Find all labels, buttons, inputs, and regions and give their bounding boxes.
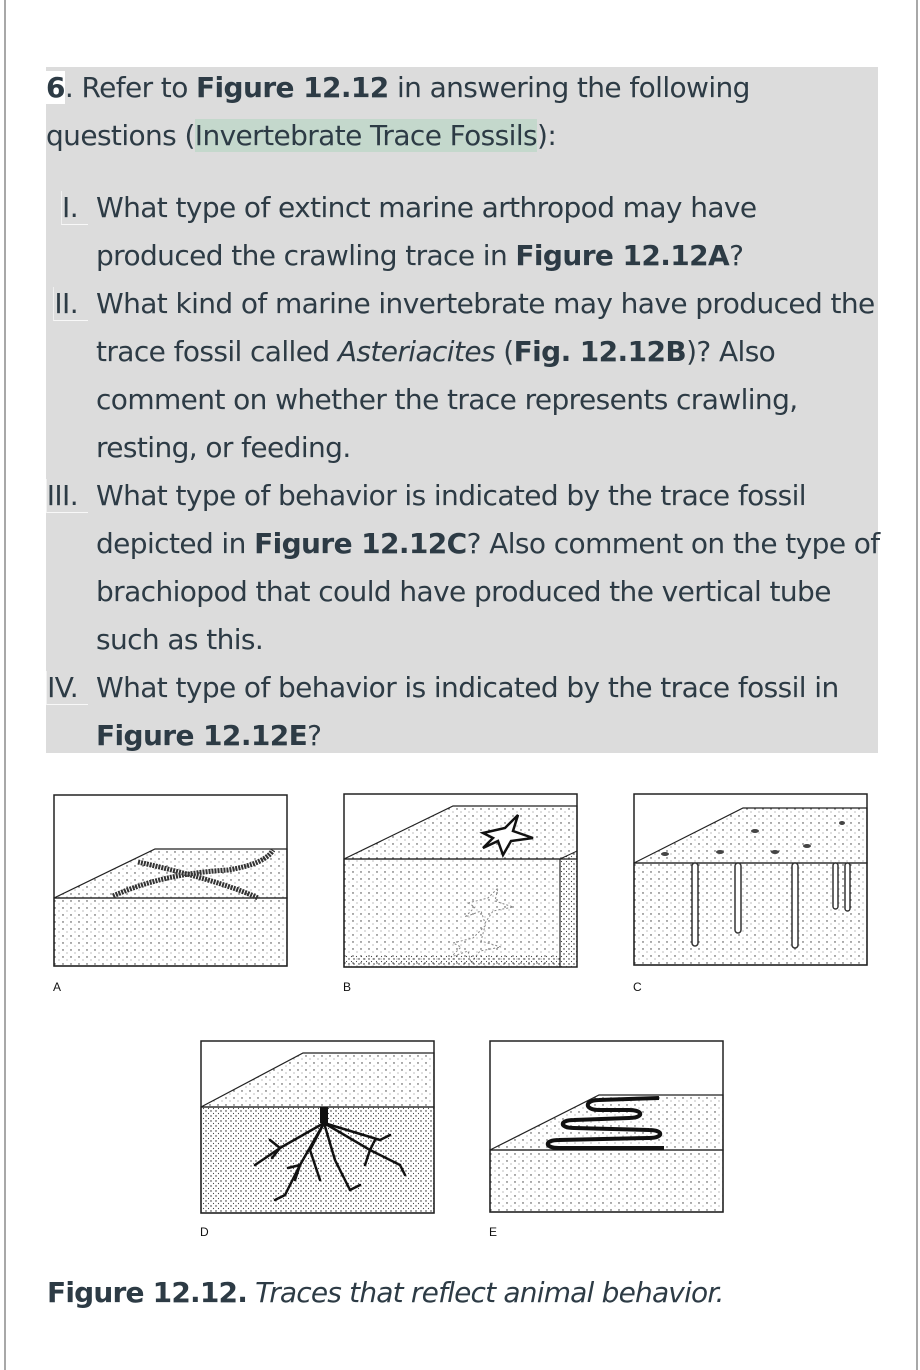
caption-title: Figure 12.12. (47, 1276, 248, 1309)
figure-panel-c (633, 793, 869, 967)
figure-panel-b (343, 793, 579, 969)
panel-label-a: A (53, 980, 62, 994)
subquestion-3: III. What type of behavior is indicated by the trace fossil depicted in Figure 12.12C? Also comment on the type of brachiopod that could have produced the vertical tube such as this. (0, 472, 880, 664)
panel-label-b: B (343, 980, 352, 994)
list-marker: IV. (46, 664, 88, 712)
panel-label-c: C (633, 980, 642, 994)
subquestion-list (0, 184, 880, 760)
caption-text: Traces that reflect animal behavior. (255, 1276, 724, 1309)
panel-label-e: E (489, 1225, 498, 1239)
question-number: 6 (46, 71, 65, 104)
question-heading: 6. Refer to Figure 12.12 in answering the following questions (Invertebrate Trace Fossils): (46, 71, 750, 152)
figure-12-12 (0, 780, 920, 1250)
subquestion-4: IV. What type of behavior is indicated by the trace fossil in Figure 12.12E? (0, 664, 880, 760)
figure-panel-d (200, 1040, 436, 1214)
list-marker: II. (53, 280, 88, 328)
subquestion-1: I. What type of extinct marine arthropod may have produced the crawling trace in Figure 12.12A? (0, 184, 880, 280)
figure-panel-a (53, 794, 289, 968)
subquestion-2: II. What kind of marine invertebrate may have produced the trace fossil called Asteriacites (Fig. 12.12B)? Also comment on whether the trace represents crawling, resting, or feeding. (0, 280, 880, 472)
list-marker: III. (46, 472, 88, 520)
figure-panel-e (489, 1040, 725, 1214)
list-marker: I. (61, 184, 88, 232)
figure-reference: Figure 12.12 (196, 71, 389, 104)
figure-caption (47, 1276, 724, 1309)
panel-label-d: D (200, 1225, 209, 1239)
topic-link[interactable]: Invertebrate Trace Fossils (194, 119, 537, 152)
